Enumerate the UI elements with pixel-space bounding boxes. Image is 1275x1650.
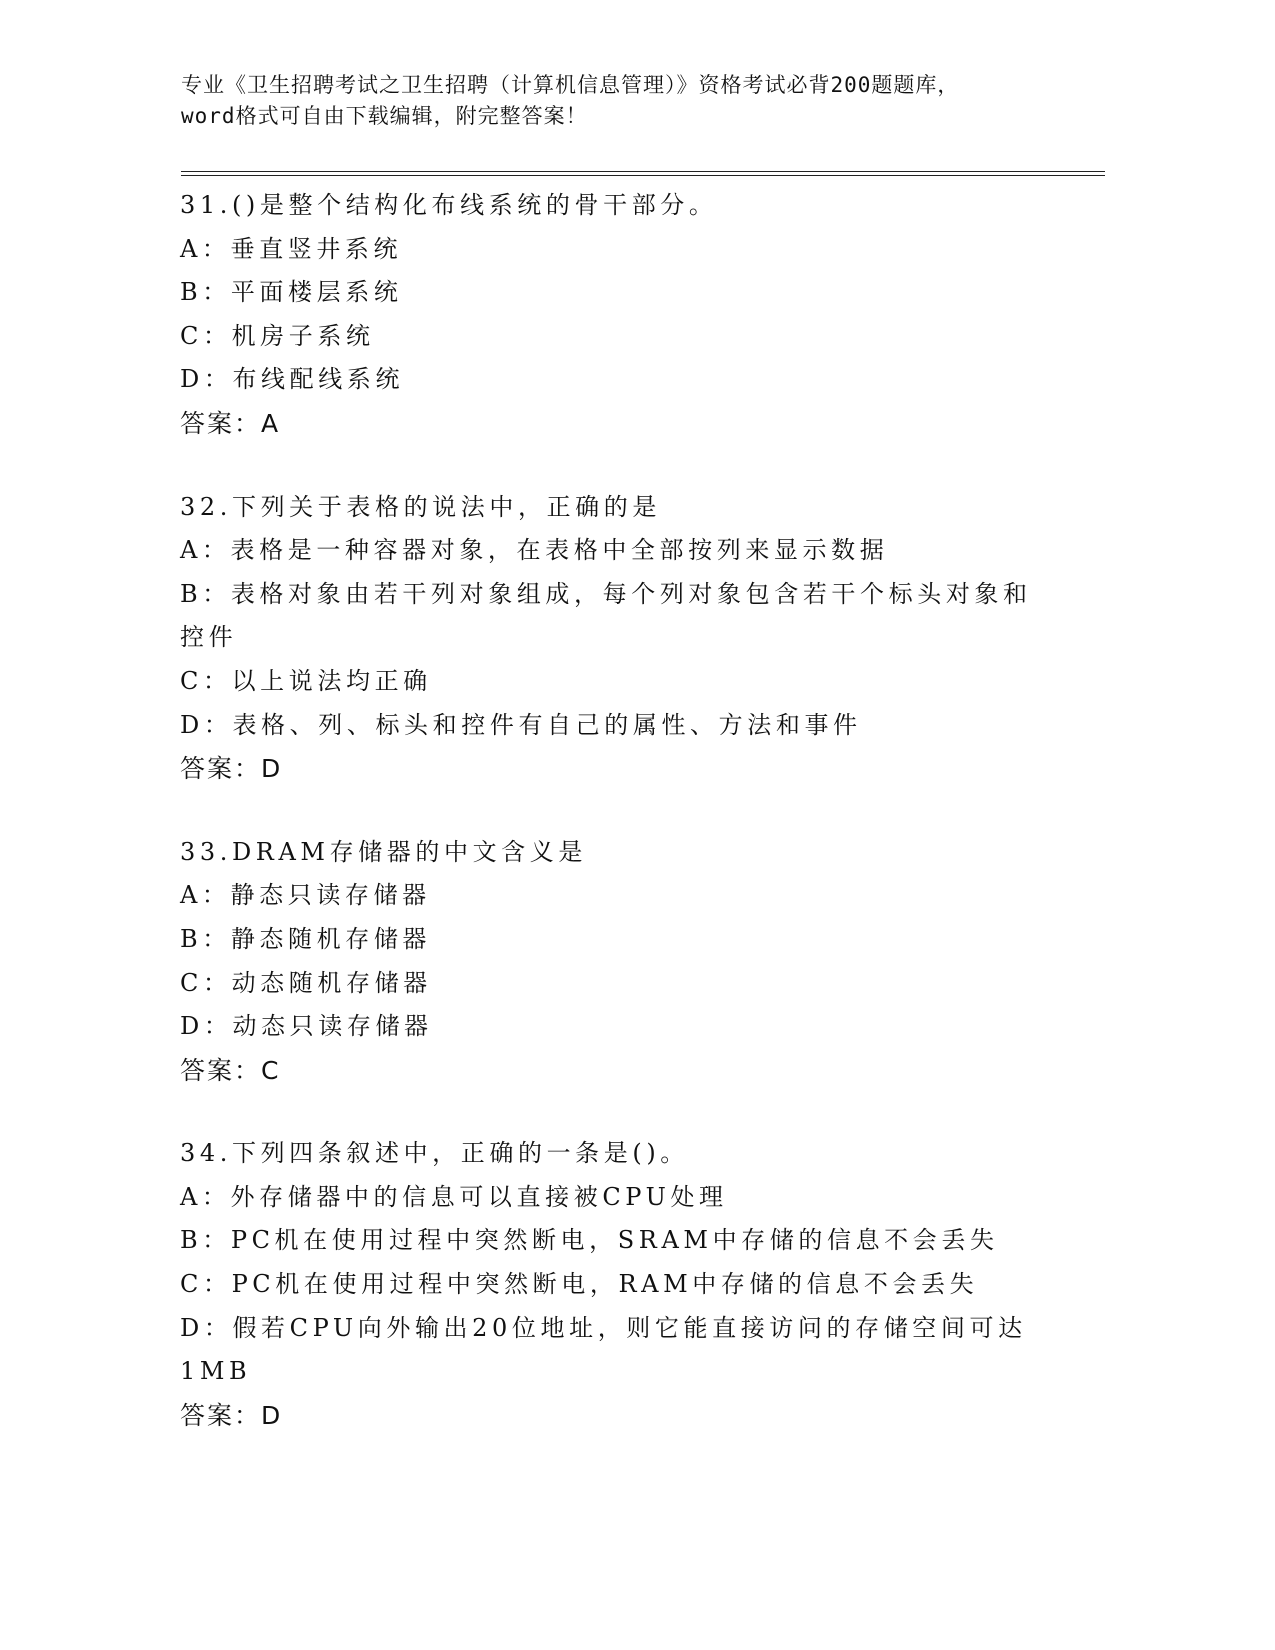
option-d: D：布线配线系统 (180, 365, 405, 394)
option-b: B：表格对象由若干列对象组成，每个列对象包含若干个标头对象和控件 (180, 579, 1032, 652)
option-d: D：动态只读存储器 (180, 1012, 433, 1041)
header-divider-bottom (181, 175, 1105, 176)
option-c: C：机房子系统 (180, 321, 375, 350)
question-31 (180, 184, 1040, 446)
option-a: A：外存储器中的信息可以直接被CPU处理 (180, 1182, 728, 1211)
option-b: B：PC机在使用过程中突然断电，SRAM中存储的信息不会丢失 (180, 1226, 999, 1255)
option-a: A：表格是一种容器对象，在表格中全部按列来显示数据 (180, 536, 889, 565)
option-b: B：静态随机存储器 (180, 924, 432, 953)
header-line-1: 专业《卫生招聘考试之卫生招聘（计算机信息管理）》资格考试必背200题题库， (181, 73, 960, 97)
document-header (181, 70, 1061, 132)
option-d: D：表格、列、标头和控件有自己的属性、方法和事件 (180, 710, 862, 739)
header-divider-top (181, 171, 1105, 172)
answer-label: 答案：A (180, 408, 281, 438)
question-stem: 31.()是整个结构化布线系统的骨干部分。 (180, 191, 718, 219)
option-a: A：静态只读存储器 (180, 881, 431, 910)
option-a: A：垂直竖井系统 (180, 234, 403, 263)
header-line-2: word格式可自由下载编辑，附完整答案！ (181, 104, 588, 128)
question-stem: 32.下列关于表格的说法中，正确的是 (180, 492, 661, 521)
option-c: C：PC机在使用过程中突然断电，RAM中存储的信息不会丢失 (180, 1270, 979, 1299)
question-33 (180, 831, 1040, 1093)
answer-label: 答案：D (180, 1400, 283, 1430)
answer-label: 答案：C (180, 1055, 281, 1085)
option-c: C：以上说法均正确 (180, 666, 432, 695)
question-stem: 33.DRAM存储器的中文含义是 (180, 837, 587, 866)
question-32 (180, 486, 1040, 791)
option-c: C：动态随机存储器 (180, 968, 432, 997)
answer-label: 答案：D (180, 754, 283, 784)
question-34 (180, 1132, 1040, 1437)
question-stem: 34.下列四条叙述中，正确的一条是()。 (180, 1139, 689, 1168)
option-b: B：平面楼层系统 (180, 278, 403, 307)
option-d: D：假若CPU向外输出20位地址，则它能直接访问的存储空间可达1MB (180, 1313, 1027, 1386)
question-list (180, 184, 1040, 1477)
